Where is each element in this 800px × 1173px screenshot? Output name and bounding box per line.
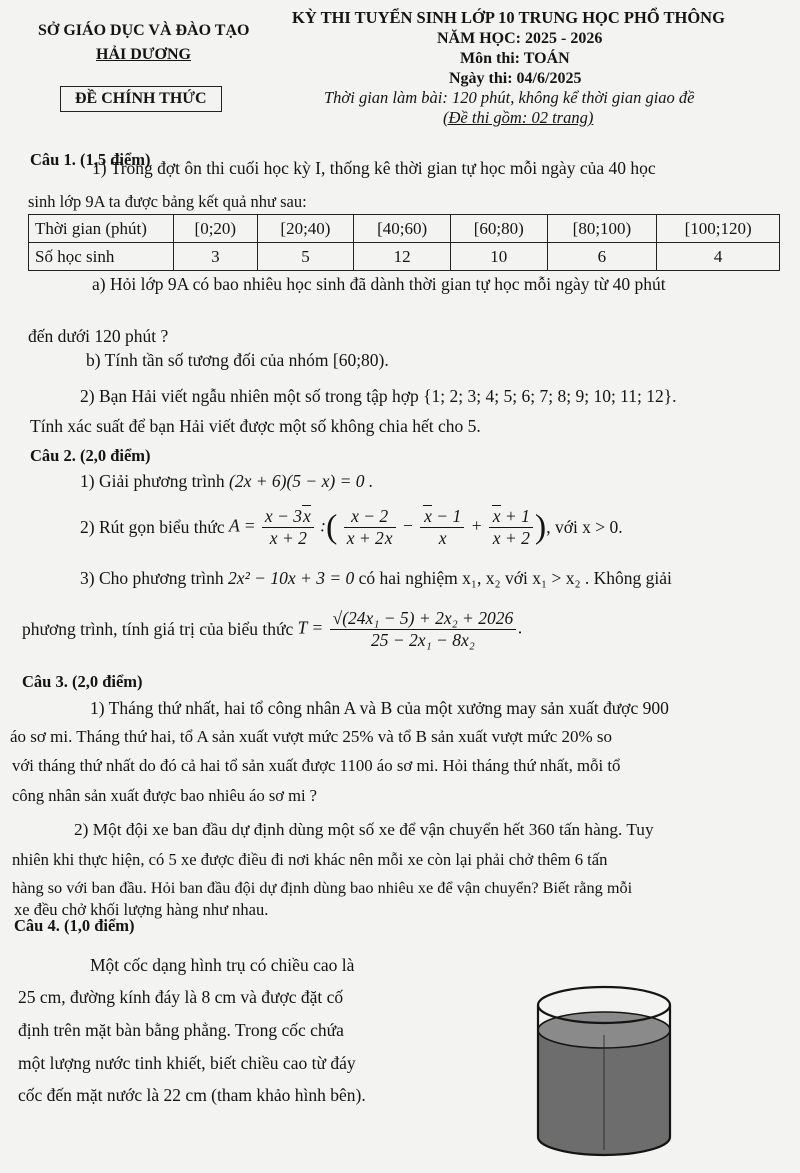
q1-part2-line1: 2) Bạn Hải viết ngẫu nhiên một số trong tập hợp {1; 2; 3; 4; 5; 6; 7; 8; 9; 10; 11; 12}. [80,386,677,406]
duration: Thời gian làm bài: 120 phút, không kể thời gian giao đề [324,88,695,107]
q1-part2-line2: Tính xác suất để bạn Hải viết được một số không chia hết cho 5. [30,416,481,436]
q3-part2-line4: xe đều chở khối lượng hàng như nhau. [14,900,269,919]
q4-line3: định trên mặt bàn bằng phẳng. Trong cốc chứa [18,1020,344,1040]
q4-line4: một lượng nước tinh khiết, biết chiều cao từ đáy [18,1053,356,1073]
table-header-time: Thời gian (phút) [29,215,174,243]
official-exam-box: ĐỀ CHÍNH THỨC [60,86,222,112]
q2-part3-suffix: có hai nghiệm x₁, x₂ với x₁ > x₂ . Không giải [358,568,672,588]
q2-part3-line1 [80,568,672,589]
q3-part2-line3: hàng so với ban đầu. Hỏi ban đầu đội dự định dùng bao nhiêu xe để vận chuyển? Biết rằng mỗi [12,878,633,897]
expression-A: A = $\frac{x - 3x}{x + 2}$ :( $\frac{x - 2}{x + 2x}$ − $\frac{x - 1}{x}$ + $\frac{x + 1}{x + 2}$ ) [228,505,547,548]
table-header-count: Số học sinh [29,243,174,271]
table-cell-count: 10 [450,243,547,271]
q4-line2: 25 cm, đường kính đáy là 8 cm và được đặt cố [18,987,344,1007]
school-year: NĂM HỌC: 2025 - 2026 [437,30,603,47]
q1-intro-line2: sinh lớp 9A ta được bảng kết quả như sau: [28,192,307,211]
table-cell-interval: [40;60) [354,215,451,243]
q3-part1-line1: 1) Tháng thứ nhất, hai tổ công nhân A và B của một xưởng may sản xuất được 900 [90,698,669,718]
table-cell-interval: [0;20) [174,215,258,243]
table-cell-interval: [20;40) [257,215,354,243]
q2-part2-prefix: 2) Rút gọn biểu thức [80,516,225,537]
q3-part1-line3: với tháng thứ nhất do đó cả hai tổ sản xuất được 1100 áo sơ mi. Hỏi tháng thứ nhất, mỗi tổ [12,756,621,775]
q2-part3-line2-prefix: phương trình, tính giá trị của biểu thức [22,618,294,639]
q2-part2 [80,498,623,556]
table-cell-interval: [60;80) [450,215,547,243]
q1-heading: Câu 1. (1,5 điểm) [30,150,151,169]
q4-heading: Câu 4. (1,0 điểm) [14,916,135,935]
table-cell-interval: [100;120) [657,215,780,243]
table-row-time [29,215,780,243]
q4-line5: cốc đến mặt nước là 22 cm (tham khảo hình bên). [18,1085,366,1105]
expression-T: T = $\frac{\text{√(24x₁ − 5) + 2x₂ + 2026}}{\text{25 − 2x₁ − 8x₂}}$ . [297,607,523,650]
q2-part1 [80,471,373,492]
frequency-table [28,214,780,271]
table-cell-count: 4 [657,243,780,271]
q1a-line1: a) Hỏi lớp 9A có bao nhiêu học sinh đã dành thời gian tự học mỗi ngày từ 40 phút [92,274,666,294]
q4-line1: Một cốc dạng hình trụ có chiều cao là [90,955,355,975]
q2-part1-prefix: 1) Giải phương trình [80,471,225,491]
department-line1: SỞ GIÁO DỤC VÀ ĐÀO TẠO [38,22,250,39]
table-cell-count: 3 [174,243,258,271]
q2-part3-equation: 2x² − 10x + 3 = 0 [228,568,355,588]
q1b: b) Tính tần số tương đối của nhóm [60;80). [86,350,389,370]
exam-title: KỲ THI TUYỂN SINH LỚP 10 TRUNG HỌC PHỔ THÔNG [292,8,725,27]
exam-date: Ngày thi: 04/6/2025 [449,70,582,87]
q2-part3-prefix: 3) Cho phương trình [80,568,224,588]
q2-part2-suffix: , với x > 0. [546,516,623,537]
q3-part1-line4: công nhân sản xuất được bao nhiêu áo sơ mi ? [12,786,317,805]
cylinder-cup-figure [520,975,690,1165]
q2-heading: Câu 2. (2,0 điểm) [30,446,151,465]
q3-part2-line2: nhiên khi thực hiện, có 5 xe được điều đi nơi khác nên mỗi xe còn lại phải chở thêm 6 tấn [12,850,608,869]
q3-part1-line2: áo sơ mi. Tháng thứ hai, tổ A sản xuất vượt mức 25% và tổ B sản xuất vượt mức 20% so [10,727,613,746]
table-cell-count: 6 [547,243,657,271]
subject: Môn thi: TOÁN [460,50,570,67]
T-denominator: 25 − 2x₁ − 8x₂ [371,629,475,650]
T-numerator: √(24x₁ − 5) + 2x₂ + 2026 [330,608,517,630]
q3-heading: Câu 3. (2,0 điểm) [22,672,143,691]
table-cell-interval: [80;100) [547,215,657,243]
q1-intro-line1: 1) Trong đợt ôn thi cuối học kỳ I, thống kê thời gian tự học mỗi ngày của 40 học [92,158,656,178]
table-cell-count: 5 [257,243,354,271]
table-row-count [29,243,780,271]
q2-part3-line2 [22,600,523,658]
table-cell-count: 12 [354,243,451,271]
q2-part1-equation: (2x + 6)(5 − x) = 0 . [229,471,374,491]
q3-part2-line1: 2) Một đội xe ban đầu dự định dùng một số xe để vận chuyển hết 360 tấn hàng. Tuy [74,820,654,839]
page-count: (Đề thi gồm: 02 trang) [443,108,594,127]
department-line2: HẢI DƯƠNG [96,46,191,63]
q1a-line2: đến dưới 120 phút ? [28,326,169,346]
